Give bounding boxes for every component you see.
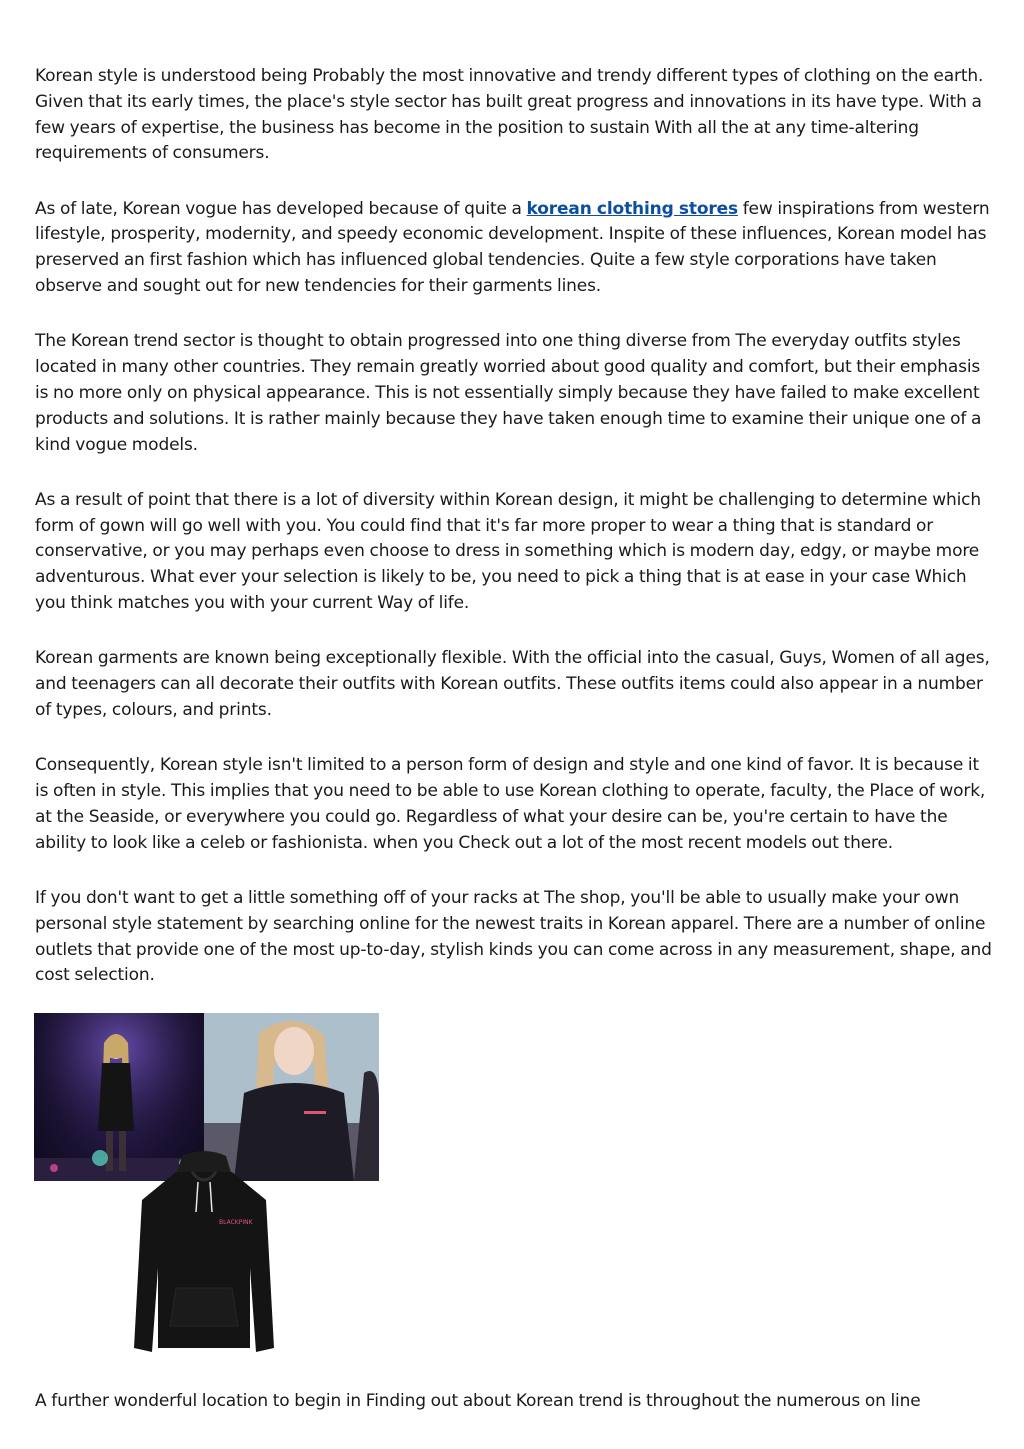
paragraph-5: Korean garments are known being exceptionally flexible. With the official into the casual, Guys, Women of all ages, and teenagers can all decorate their outfits with Korean outfits. These outfits items could also appear in a number of types, colours, and prints.: [35, 648, 990, 720]
product-collage-image: [34, 1013, 379, 1358]
hoodie-print-text: BLACKPINK: [219, 1219, 253, 1226]
article-body: [35, 64, 995, 1019]
paragraph-2: [35, 197, 995, 300]
paragraph-1: Korean style is understood being Probably the most innovative and trendy different types of clothing on the earth. Given that its early times, the place's style sector has built great progress and innovations in its have type. With a few years of expertise, the business has become in the position to sustain With all the at any time-altering requirements of consumers.: [35, 66, 984, 164]
paragraph-8: A further wonderful location to begin in Finding out about Korean trend is throughout the numerous on line: [35, 1391, 921, 1411]
paragraph-2-text-after: few inspirations from western lifestyle, prosperity, modernity, and speedy economic development. Inspite of these influences, Korean model has preserved an first fashion which has influenced global tendencies. Quite a few style corporations have taken observe and sought out for new tendencies for their garments lines.: [35, 198, 990, 297]
paragraph-4: As a result of point that there is a lot of diversity within Korean design, it might be challenging to determine which form of gown will go well with you. You could find that it's far more proper to wear a thing that is standard or conservative, or you may perhaps even choose to dress in something which is modern day, edgy, or maybe more adventurous. What ever your selection is likely to be, you need to pick a thing that is at ease in your case Which you think matches you with your current Way of life.: [35, 489, 981, 614]
korean-clothing-stores-link[interactable]: korean clothing stores: [526, 198, 738, 219]
paragraph-6: Consequently, Korean style isn't limited to a person form of design and style and one kind of favor. It is because it is often in style. This implies that you need to be able to use Korean clothing to operate, faculty, the Place of work, at the Seaside, or everywhere you could go. Regardless of what your desire can be, you're certain to have the ability to look like a celeb or fashionista. when you Check out a lot of the most recent models out there.: [35, 755, 986, 853]
hoodie-product-image: [114, 1148, 294, 1358]
hoodie-illustration: [114, 1148, 294, 1358]
paragraph-3: The Korean trend sector is thought to obtain progressed into one thing diverse from The everyday outfits styles located in many other countries. They remain greatly worried about good quality and comfort, but their emphasis is no more only on physical appearance. This is not essentially simply because they have failed to make excellent products and solutions. It is rather mainly because they have taken enough time to examine their unique one of a kind vogue models.: [35, 331, 982, 455]
paragraph-7: If you don't want to get a little something off of your racks at The shop, you'll be able to usually make your own personal style statement by searching online for the newest traits in Korean apparel. There are a number of online outlets that provide one of the most up-to-day, stylish kinds you can come across in any measurement, shape, and cost selection.: [35, 887, 992, 986]
paragraph-2-text-before: As of late, Korean vogue has developed because of quite a: [35, 198, 527, 219]
